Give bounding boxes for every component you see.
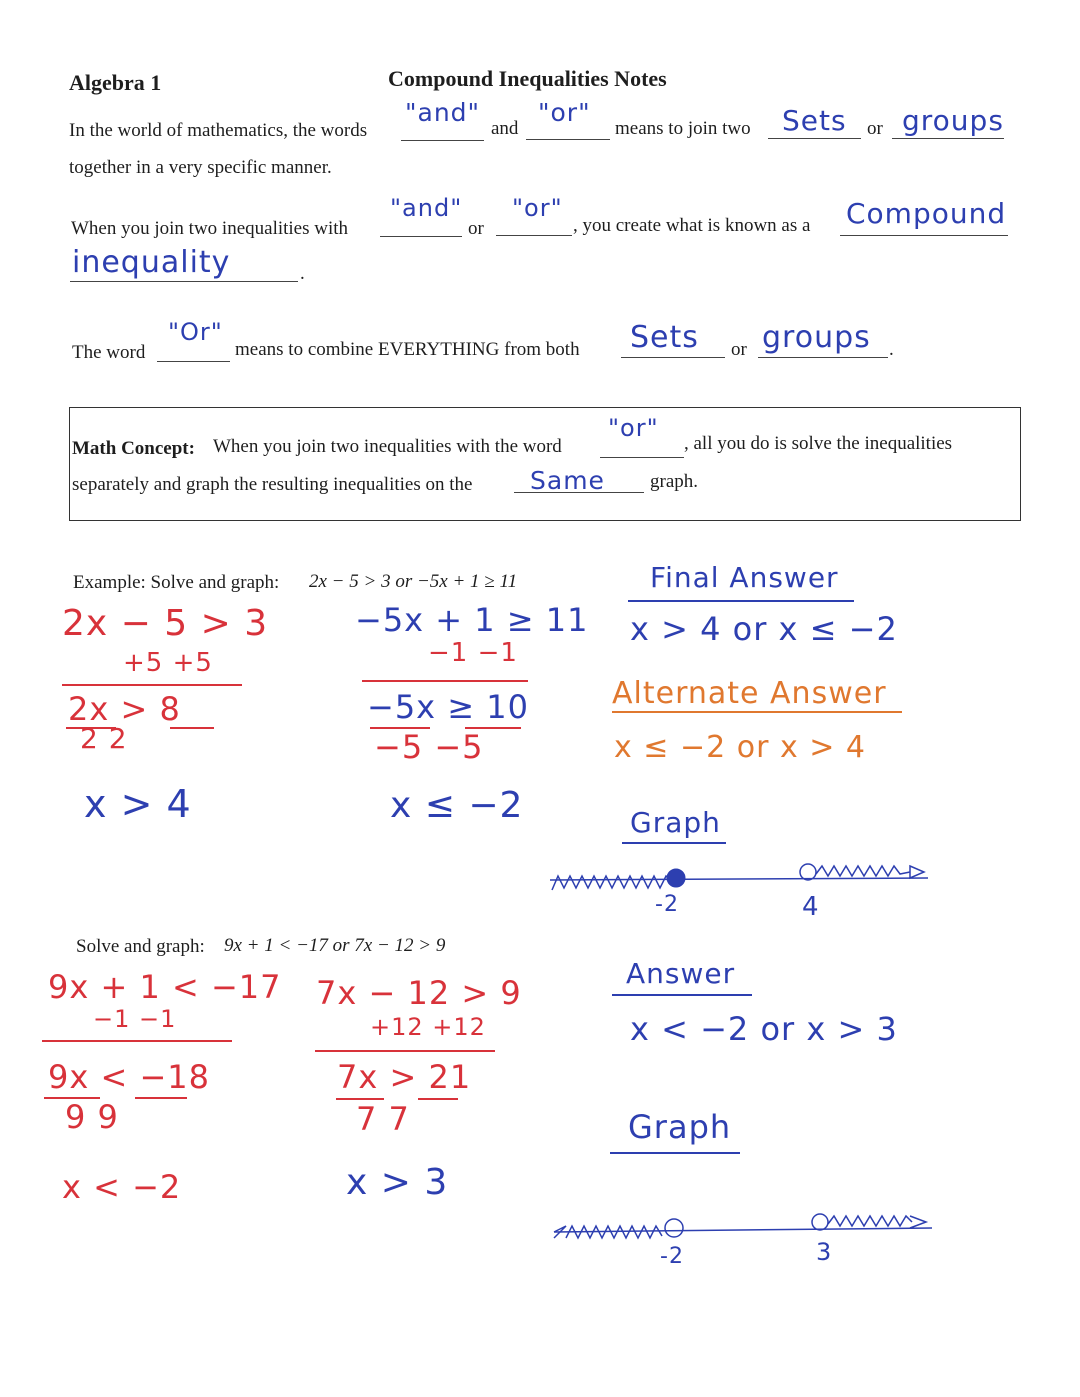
- ex2-answer: x < −2 or x > 3: [630, 1010, 898, 1048]
- concept-text-4: graph.: [650, 471, 699, 492]
- ex1-left-step-1: 2x − 5 > 3: [62, 603, 269, 644]
- ex1-graph-label-4: 4: [802, 892, 820, 922]
- ex1-left-step-4: 2 2: [80, 722, 128, 755]
- ex1-alt-title: Alternate Answer: [612, 676, 887, 711]
- s3-text-3: or: [731, 339, 747, 360]
- s1-blank-and: "and": [405, 98, 481, 127]
- s2-text-2: or: [468, 218, 484, 239]
- s1-text-5: together in a very specific manner.: [69, 157, 332, 178]
- ex1-right-step-2: −1 −1: [428, 638, 518, 668]
- s2-text-1: When you join two inequalities with: [71, 218, 349, 239]
- s2-text-3: , you create what is known as a: [573, 215, 811, 236]
- ex2-problem: 9x + 1 < −17 or 7x − 12 > 9: [224, 935, 446, 956]
- s3-blank-sets: Sets: [630, 320, 699, 355]
- ex1-left-result: x > 4: [84, 782, 192, 826]
- page-title: Compound Inequalities Notes: [388, 66, 667, 91]
- ex2-right-step-4: 7 7: [356, 1100, 410, 1138]
- math-concept-box: [69, 407, 1021, 521]
- ex1-right-step-4: −5 −5: [374, 728, 484, 766]
- ex2-graph-label-neg2: -2: [660, 1244, 684, 1269]
- ex1-right-step-3: −5x ≥ 10: [367, 688, 529, 726]
- ex2-left-step-4: 9 9: [65, 1098, 119, 1136]
- s3-text-1: The word: [72, 342, 146, 363]
- s1-blank-or: "or": [538, 98, 591, 127]
- s1-text-3: means to join two: [615, 118, 751, 139]
- ex2-right-step-3: 7x > 21: [337, 1058, 472, 1096]
- s3-blank-groups: groups: [762, 320, 871, 355]
- s2-text-4: .: [300, 263, 305, 284]
- s1-blank-groups: groups: [902, 104, 1004, 137]
- s1-blank-sets: Sets: [782, 104, 847, 137]
- ex2-graph-title: Graph: [628, 1108, 732, 1146]
- ex2-left-result: x < −2: [62, 1168, 182, 1206]
- s1-text-2: and: [491, 118, 519, 139]
- ex1-left-step-3: 2x > 8: [68, 690, 181, 728]
- s1-text-4: or: [867, 118, 883, 139]
- s2-blank-inequality: inequality: [72, 245, 231, 280]
- ex1-number-line: [548, 858, 938, 898]
- ex1-right-step-1: −5x + 1 ≥ 11: [355, 601, 589, 639]
- concept-label: Math Concept:: [72, 438, 195, 459]
- concept-text-3: separately and graph the resulting inequalities on the: [72, 474, 473, 495]
- ex1-alt-answer: x ≤ −2 or x > 4: [614, 730, 866, 765]
- s2-blank-compound: Compound: [846, 197, 1007, 230]
- ex2-left-step-1: 9x + 1 < −17: [48, 968, 282, 1006]
- ex1-final-title: Final Answer: [650, 561, 839, 594]
- s3-text-4: .: [889, 339, 894, 360]
- ex1-right-result: x ≤ −2: [390, 785, 524, 826]
- ex2-number-line: [552, 1208, 942, 1248]
- s2-blank-or: "or": [512, 194, 563, 222]
- course-title: Algebra 1: [69, 70, 162, 95]
- s3-blank-or: "Or": [168, 318, 223, 346]
- ex1-left-step-2: +5 +5: [123, 648, 213, 678]
- ex1-final-answer: x > 4 or x ≤ −2: [630, 610, 898, 648]
- ex2-right-step-2: +12 +12: [370, 1013, 486, 1041]
- ex1-graph-label-neg2: -2: [655, 892, 679, 917]
- concept-blank-or: "or": [608, 414, 659, 442]
- concept-text-1: When you join two inequalities with the word: [213, 436, 562, 457]
- s2-blank-and: "and": [390, 194, 463, 222]
- ex2-left-step-3: 9x < −18: [48, 1058, 210, 1096]
- s1-text-1: In the world of mathematics, the words: [69, 120, 368, 141]
- ex2-left-step-2: −1 −1: [93, 1005, 177, 1033]
- ex2-right-result: x > 3: [346, 1162, 449, 1203]
- ex2-right-step-1: 7x − 12 > 9: [316, 974, 522, 1012]
- ex1-prompt: Example: Solve and graph:: [73, 572, 280, 593]
- ex2-prompt: Solve and graph:: [76, 936, 205, 957]
- ex1-problem: 2x − 5 > 3 or −5x + 1 ≥ 11: [309, 571, 518, 592]
- ex1-graph-title: Graph: [630, 806, 721, 839]
- ex2-graph-label-3: 3: [816, 1238, 833, 1266]
- concept-blank-same: Same: [530, 466, 605, 495]
- concept-text-2: , all you do is solve the inequalities: [684, 433, 953, 454]
- ex2-answer-title: Answer: [626, 957, 736, 990]
- s3-text-2: means to combine EVERYTHING from both: [235, 339, 580, 360]
